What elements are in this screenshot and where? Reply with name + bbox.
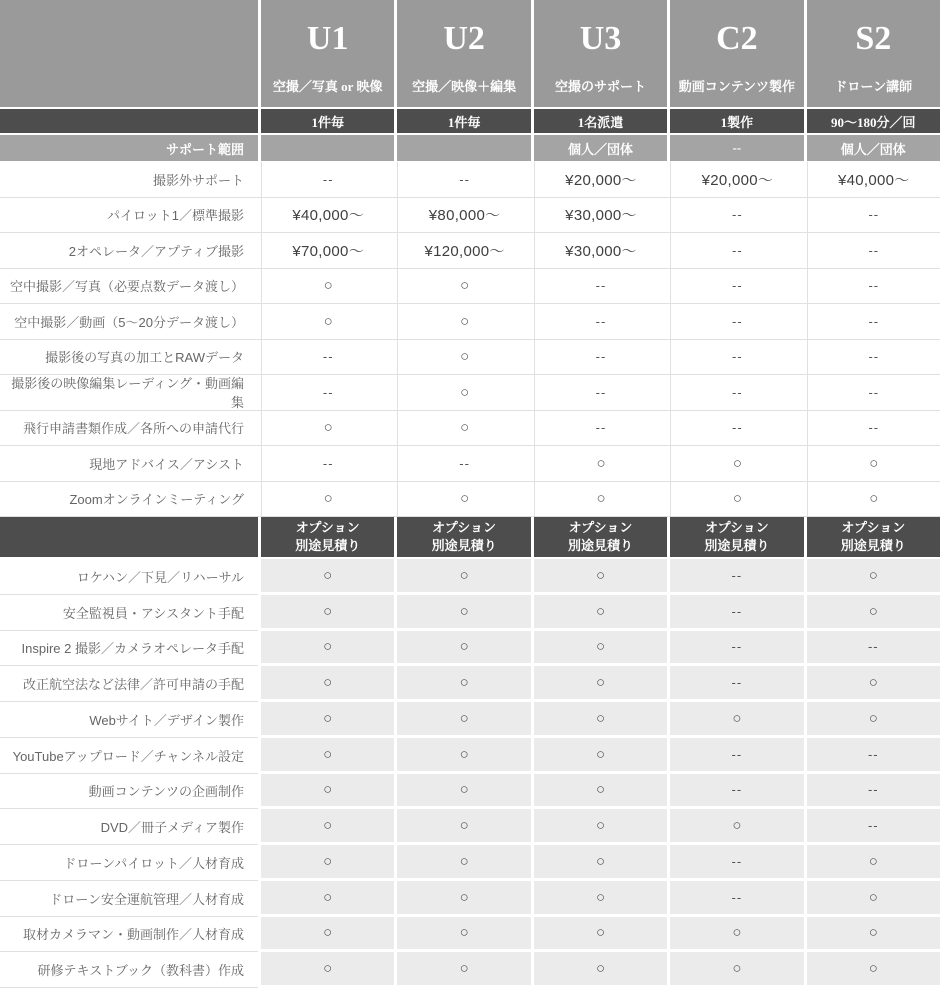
row-label: 撮影後の映像編集レーディング・動画編集 bbox=[0, 375, 258, 410]
option-header-cell bbox=[397, 517, 530, 557]
plan-code: U1 bbox=[306, 20, 349, 57]
value-cell: ○ bbox=[670, 952, 803, 988]
value-cell: ○ bbox=[261, 269, 394, 304]
value-cell: ○ bbox=[534, 881, 667, 917]
value-cell: ¥120,000〜 bbox=[397, 233, 530, 268]
support-scope-cell bbox=[397, 135, 530, 161]
option-table-row bbox=[0, 952, 940, 988]
value-cell: ○ bbox=[261, 952, 394, 988]
value-cell: -- bbox=[670, 631, 803, 667]
value-cell: ○ bbox=[397, 482, 530, 517]
value-cell: -- bbox=[670, 666, 803, 702]
option-table-row bbox=[0, 845, 940, 881]
unit-cell: 1製作 bbox=[670, 109, 803, 133]
plan-code: C2 bbox=[716, 20, 758, 57]
support-scope-cell: 個人／団体 bbox=[807, 135, 940, 161]
unit-label-cell bbox=[0, 109, 258, 133]
value-cell: ○ bbox=[534, 666, 667, 702]
plan-header-u3 bbox=[534, 0, 667, 107]
value-cell: ¥20,000〜 bbox=[670, 162, 803, 197]
option-header-line2: 別途見積り bbox=[567, 538, 633, 553]
value-cell: ¥20,000〜 bbox=[534, 162, 667, 197]
value-cell: -- bbox=[670, 881, 803, 917]
table-row bbox=[0, 304, 940, 340]
value-cell: ○ bbox=[534, 482, 667, 517]
value-cell: ¥70,000〜 bbox=[261, 233, 394, 268]
support-scope-cell bbox=[261, 135, 394, 161]
plan-code: S2 bbox=[855, 20, 892, 57]
value-cell: ○ bbox=[534, 446, 667, 481]
option-table-row bbox=[0, 666, 940, 702]
option-table-row bbox=[0, 809, 940, 845]
value-cell: ○ bbox=[397, 845, 530, 881]
value-cell: -- bbox=[670, 774, 803, 810]
value-cell: -- bbox=[397, 162, 530, 197]
value-cell: -- bbox=[670, 375, 803, 410]
value-cell: -- bbox=[261, 162, 394, 197]
unit-row bbox=[0, 109, 940, 133]
value-cell: -- bbox=[807, 198, 940, 233]
value-cell: ○ bbox=[534, 952, 667, 988]
option-table-row bbox=[0, 738, 940, 774]
option-table-row bbox=[0, 774, 940, 810]
option-header-line2: 別途見積り bbox=[431, 538, 497, 553]
value-cell: -- bbox=[670, 304, 803, 339]
value-cell: -- bbox=[807, 631, 940, 667]
value-cell: -- bbox=[670, 595, 803, 631]
option-header-cell bbox=[670, 517, 803, 557]
value-cell: -- bbox=[670, 738, 803, 774]
value-cell: ○ bbox=[397, 809, 530, 845]
row-label: 安全監視員・アシスタント手配 bbox=[0, 595, 258, 631]
value-cell: ○ bbox=[397, 952, 530, 988]
value-cell: ○ bbox=[807, 595, 940, 631]
value-cell: ○ bbox=[261, 666, 394, 702]
value-cell: -- bbox=[670, 340, 803, 375]
option-table-row bbox=[0, 631, 940, 667]
value-cell: ○ bbox=[807, 559, 940, 595]
value-cell: ○ bbox=[397, 269, 530, 304]
unit-cell: 1件毎 bbox=[261, 109, 394, 133]
row-label: 動画コンテンツの企画制作 bbox=[0, 774, 258, 810]
row-label: DVD／冊子メディア製作 bbox=[0, 809, 258, 845]
value-cell: ○ bbox=[534, 738, 667, 774]
row-label: 取材カメラマン・動画制作／人材育成 bbox=[0, 917, 258, 953]
value-cell: ○ bbox=[397, 881, 530, 917]
value-cell: -- bbox=[534, 304, 667, 339]
value-cell: ○ bbox=[261, 595, 394, 631]
value-cell: ○ bbox=[807, 845, 940, 881]
value-cell: ¥80,000〜 bbox=[397, 198, 530, 233]
unit-cell: 90〜180分／回 bbox=[807, 109, 940, 133]
value-cell: -- bbox=[261, 375, 394, 410]
table-row bbox=[0, 269, 940, 305]
plan-header-u1 bbox=[261, 0, 394, 107]
row-label: 空中撮影／動画（5〜20分データ渡し） bbox=[0, 304, 258, 339]
value-cell: -- bbox=[670, 845, 803, 881]
row-label: 現地アドバイス／アシスト bbox=[0, 446, 258, 481]
option-header-line1: オプション bbox=[295, 519, 360, 535]
plan-subtitle: ドローン講師 bbox=[834, 79, 913, 94]
value-cell: ○ bbox=[807, 482, 940, 517]
value-cell: -- bbox=[807, 411, 940, 446]
value-cell: ○ bbox=[261, 881, 394, 917]
unit-cell: 1名派遣 bbox=[534, 109, 667, 133]
table-row bbox=[0, 482, 940, 518]
row-label: Inspire 2 撮影／カメラオペレータ手配 bbox=[0, 631, 258, 667]
value-cell: ○ bbox=[670, 702, 803, 738]
value-cell: -- bbox=[397, 446, 530, 481]
value-cell: ○ bbox=[397, 340, 530, 375]
value-cell: -- bbox=[670, 198, 803, 233]
value-cell: -- bbox=[807, 774, 940, 810]
plan-code: U3 bbox=[579, 20, 622, 57]
option-header-line2: 別途見積り bbox=[840, 538, 906, 553]
value-cell: ○ bbox=[397, 375, 530, 410]
plan-code: U2 bbox=[443, 20, 485, 57]
option-table-row bbox=[0, 917, 940, 953]
value-cell: ○ bbox=[261, 738, 394, 774]
value-cell: ○ bbox=[397, 595, 530, 631]
option-header-line2: 別途見積り bbox=[704, 538, 770, 553]
option-header-line1: オプション bbox=[432, 519, 497, 535]
plan-subtitle: 空撮／写真 or 映像 bbox=[272, 79, 383, 94]
plan-header-s2 bbox=[807, 0, 940, 107]
row-label: YouTubeアップロード／チャンネル設定 bbox=[0, 738, 258, 774]
support-scope-cell: 個人／団体 bbox=[534, 135, 667, 161]
value-cell: ○ bbox=[534, 595, 667, 631]
value-cell: -- bbox=[807, 269, 940, 304]
value-cell: -- bbox=[807, 340, 940, 375]
value-cell: -- bbox=[807, 304, 940, 339]
table-row bbox=[0, 340, 940, 376]
option-header-cell bbox=[807, 517, 940, 557]
table-row bbox=[0, 162, 940, 198]
table-row bbox=[0, 375, 940, 411]
value-cell: ○ bbox=[397, 304, 530, 339]
value-cell: ○ bbox=[261, 845, 394, 881]
plan-subtitle: 動画コンテンツ製作 bbox=[678, 79, 796, 94]
row-label: Zoomオンラインミーティング bbox=[0, 482, 258, 517]
value-cell: ○ bbox=[397, 411, 530, 446]
table-row bbox=[0, 411, 940, 447]
option-header-cell bbox=[534, 517, 667, 557]
value-cell: ○ bbox=[534, 702, 667, 738]
value-cell: ○ bbox=[807, 446, 940, 481]
row-label: 改正航空法など法律／許可申請の手配 bbox=[0, 666, 258, 702]
value-cell: ○ bbox=[534, 774, 667, 810]
row-label: 2オペレータ／アプティブ撮影 bbox=[0, 233, 258, 268]
plan-subtitle: 空撮のサポート bbox=[554, 79, 646, 94]
value-cell: ○ bbox=[397, 702, 530, 738]
row-label: 撮影外サポート bbox=[0, 162, 258, 197]
value-cell: -- bbox=[670, 269, 803, 304]
value-cell: -- bbox=[261, 340, 394, 375]
value-cell: -- bbox=[807, 233, 940, 268]
value-cell: ○ bbox=[261, 411, 394, 446]
value-cell: ○ bbox=[261, 774, 394, 810]
value-cell: ○ bbox=[807, 881, 940, 917]
value-cell: ¥30,000〜 bbox=[534, 198, 667, 233]
value-cell: ○ bbox=[534, 917, 667, 953]
plan-subtitle: 空撮／映像＋編集 bbox=[412, 79, 517, 94]
value-cell: -- bbox=[534, 269, 667, 304]
value-cell: ¥30,000〜 bbox=[534, 233, 667, 268]
option-table-row bbox=[0, 702, 940, 738]
value-cell: ○ bbox=[261, 482, 394, 517]
value-cell: -- bbox=[670, 411, 803, 446]
value-cell: -- bbox=[807, 809, 940, 845]
value-cell: -- bbox=[670, 559, 803, 595]
value-cell: -- bbox=[261, 446, 394, 481]
value-cell: ○ bbox=[261, 702, 394, 738]
option-table-row bbox=[0, 559, 940, 595]
value-cell: ○ bbox=[807, 702, 940, 738]
option-header-line2: 別途見積り bbox=[295, 538, 361, 553]
support-scope-row bbox=[0, 135, 940, 161]
value-cell: ○ bbox=[397, 666, 530, 702]
value-cell: ○ bbox=[670, 917, 803, 953]
option-header-cell bbox=[261, 517, 394, 557]
value-cell: ○ bbox=[397, 738, 530, 774]
value-cell: ○ bbox=[261, 917, 394, 953]
option-header-label-cell bbox=[0, 517, 258, 557]
value-cell: ○ bbox=[670, 482, 803, 517]
value-cell: ○ bbox=[397, 774, 530, 810]
option-table-row bbox=[0, 881, 940, 917]
value-cell: ○ bbox=[670, 446, 803, 481]
row-label: 撮影後の写真の加工とRAWデータ bbox=[0, 340, 258, 375]
value-cell: ○ bbox=[807, 952, 940, 988]
unit-cell: 1件毎 bbox=[397, 109, 530, 133]
value-cell: -- bbox=[534, 340, 667, 375]
value-cell: ○ bbox=[261, 304, 394, 339]
option-header-line1: オプション bbox=[704, 519, 769, 535]
option-header-line1: オプション bbox=[841, 519, 906, 535]
row-label: 研修テキストブック（教科書）作成 bbox=[0, 952, 258, 988]
option-table-row bbox=[0, 595, 940, 631]
table-row bbox=[0, 446, 940, 482]
value-cell: ○ bbox=[534, 559, 667, 595]
option-header-line1: オプション bbox=[568, 519, 633, 535]
value-cell: -- bbox=[534, 411, 667, 446]
plan-header-u2 bbox=[397, 0, 530, 107]
value-cell: ○ bbox=[261, 809, 394, 845]
value-cell: ○ bbox=[397, 917, 530, 953]
value-cell: ○ bbox=[534, 809, 667, 845]
value-cell: ○ bbox=[534, 631, 667, 667]
value-cell: ○ bbox=[670, 809, 803, 845]
value-cell: -- bbox=[534, 375, 667, 410]
value-cell: ○ bbox=[807, 917, 940, 953]
row-label: 飛行申請書類作成／各所への申請代行 bbox=[0, 411, 258, 446]
value-cell: -- bbox=[670, 233, 803, 268]
support-scope-label: サポート範囲 bbox=[0, 135, 258, 161]
support-scope-cell: -- bbox=[670, 135, 803, 161]
value-cell: ○ bbox=[261, 559, 394, 595]
value-cell: ○ bbox=[534, 845, 667, 881]
value-cell: ○ bbox=[397, 559, 530, 595]
value-cell: -- bbox=[807, 375, 940, 410]
plan-header-c2 bbox=[670, 0, 803, 107]
row-label: ロケハン／下見／リハーサル bbox=[0, 559, 258, 595]
value-cell: ¥40,000〜 bbox=[807, 162, 940, 197]
row-label: パイロット1／標準撮影 bbox=[0, 198, 258, 233]
header-label-cell bbox=[0, 0, 258, 107]
row-label: 空中撮影／写真（必要点数データ渡し） bbox=[0, 269, 258, 304]
value-cell: ¥40,000〜 bbox=[261, 198, 394, 233]
value-cell: -- bbox=[807, 738, 940, 774]
value-cell: ○ bbox=[807, 666, 940, 702]
value-cell: ○ bbox=[261, 631, 394, 667]
row-label: ドローン安全運航管理／人材育成 bbox=[0, 881, 258, 917]
option-header-row bbox=[0, 517, 940, 557]
row-label: Webサイト／デザイン製作 bbox=[0, 702, 258, 738]
row-label: ドローンパイロット／人材育成 bbox=[0, 845, 258, 881]
value-cell: ○ bbox=[397, 631, 530, 667]
table-header-row bbox=[0, 0, 940, 107]
table-row bbox=[0, 233, 940, 269]
table-row bbox=[0, 198, 940, 234]
